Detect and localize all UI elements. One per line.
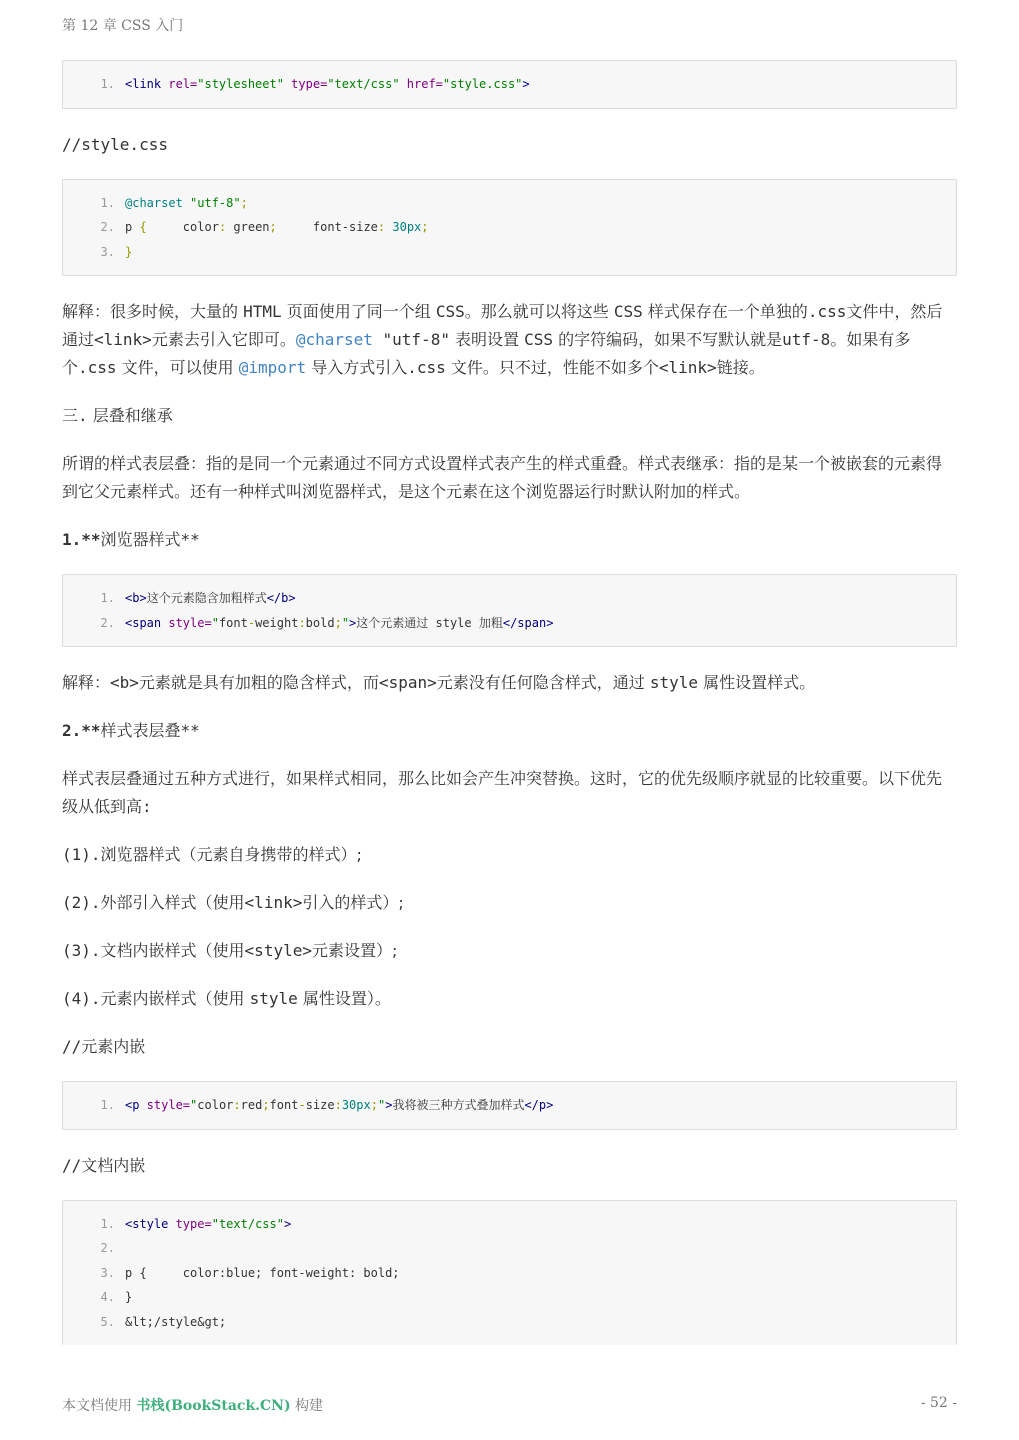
cascade-intro-paragraph (62, 765, 957, 821)
text-run: (2). (62, 893, 101, 912)
code-line (63, 1212, 956, 1237)
text-run: 2.** (62, 721, 101, 740)
code-token: font (269, 1098, 299, 1112)
text-run: <b> (110, 673, 139, 692)
text-run: 。那么就可以将这些 (464, 302, 614, 321)
priority-item (62, 985, 957, 1013)
code-line (63, 240, 956, 265)
text-run: 属性设置）。 (297, 989, 391, 1008)
code-line (63, 72, 956, 97)
line-number: 1. (100, 1098, 115, 1112)
text-run: 元素没有任何隐含样式，通过 (436, 673, 650, 692)
text-run: ** (180, 530, 200, 549)
section-heading-cascade-inheritance (62, 402, 957, 430)
text-run: 引入的样式）; (302, 893, 404, 912)
text-run: : (142, 797, 152, 816)
text-run: 样式表层叠通过五种方式进行，如果样式相同，那么比如会产生冲突替换。这时，它的优先级顺序就显的比较重要。以下优先级从低到高 (62, 769, 943, 816)
text-run: style (649, 673, 698, 692)
text-run: utf-8 (782, 330, 831, 349)
code-token: 我将被三种方式叠加样式 (392, 1098, 525, 1112)
code-token: <style (125, 1216, 169, 1231)
text-run: .css (407, 358, 446, 377)
code-line (63, 1285, 956, 1310)
text-run: @charset (295, 330, 373, 349)
code-token: } (125, 244, 133, 259)
text-run: 。如果有多个 (62, 330, 911, 377)
code-token: > (283, 1216, 292, 1231)
text-run: 文件中，然后通过 (62, 302, 943, 349)
comment-inline-style (62, 1033, 957, 1061)
text-run: 解释：很多时候，大量的 (62, 302, 244, 321)
text-run: (1). (62, 845, 101, 864)
code-line (63, 1310, 956, 1335)
line-number: 2. (100, 220, 115, 234)
code-token: </p> (524, 1098, 554, 1112)
heading-stylesheet-cascade (62, 717, 957, 745)
text-run: style (249, 989, 298, 1008)
code-token: > (522, 77, 530, 91)
text-run: <link> (244, 893, 303, 912)
text-run: 属性设置样式。 (698, 673, 816, 692)
code-token: <p (125, 1098, 140, 1112)
text-run: 元素就是具有加粗的隐含样式，而 (138, 673, 379, 692)
code-token: @charset (125, 195, 183, 210)
code-token: ; (262, 1098, 270, 1112)
footer-prefix: 本文档使用 (62, 1398, 137, 1414)
code-block-document-style (62, 1200, 957, 1346)
code-line (63, 1093, 956, 1118)
text-run: "utf-8" (372, 330, 450, 349)
code-token: ; (370, 1098, 378, 1112)
text-run: // (62, 1037, 82, 1056)
line-number: 1. (100, 591, 115, 605)
code-token: " (190, 1098, 198, 1112)
code-token: &lt;/style&gt; (125, 1314, 227, 1329)
code-token: " (377, 1098, 386, 1112)
code-token: : (334, 1098, 342, 1112)
text-run: 文档内嵌 (81, 1155, 146, 1175)
code-token: p (125, 220, 140, 234)
code-token: <span (125, 615, 162, 630)
code-token: 这个元素隐含加粗样式 (146, 591, 267, 605)
explanation-paragraph-2 (62, 669, 957, 697)
code-token: " (341, 615, 350, 630)
text-run: (3). (62, 941, 101, 960)
code-token: : (377, 220, 386, 234)
text-run: .css (78, 358, 117, 377)
priority-item (62, 841, 957, 869)
code-token: href= (399, 77, 443, 91)
text-run: 1.** (62, 530, 101, 549)
code-token: font (218, 615, 248, 630)
code-token: "text/css" (327, 77, 400, 91)
text-run: 元素内嵌样式（使用 (100, 989, 250, 1008)
text-run: (4). (62, 989, 101, 1008)
text-run: 浏览器样式（元素自身携带的样式）; (100, 845, 362, 864)
line-number: 1. (100, 195, 115, 210)
text-run: .css (807, 302, 847, 321)
line-number: 2. (100, 1241, 115, 1255)
text-run: <style> (244, 941, 312, 960)
code-token: color (146, 220, 219, 234)
code-token: 这个元素通过 style 加粗 (356, 615, 503, 630)
code-token: weight (255, 615, 299, 630)
code-token: bold (305, 615, 335, 630)
text-run: CSS (435, 302, 465, 321)
footer-suffix: 构建 (290, 1398, 324, 1414)
text-run: <link> (658, 358, 717, 377)
code-token: "stylesheet" (197, 77, 284, 91)
code-token: } (125, 1290, 133, 1304)
code-token: ; (269, 220, 277, 234)
code-token: > (385, 1098, 393, 1112)
text-run: 页面使用了同一个组 (281, 302, 436, 321)
code-block-browser-style (62, 574, 957, 647)
page-number: - 52 - (920, 1395, 957, 1411)
code-token: "utf-8" (182, 195, 241, 210)
code-token: "text/css" (211, 1216, 284, 1231)
text-run: 元素内嵌 (81, 1037, 146, 1056)
code-token: { (139, 220, 147, 234)
code-token: : (298, 615, 306, 630)
code-token: type= (283, 77, 328, 91)
code-token: - (247, 615, 256, 630)
line-number: 5. (100, 1314, 115, 1329)
text-run: HTML (243, 302, 282, 321)
line-number: 3. (100, 244, 115, 259)
text-run: 文件。只不过，性能不如多个 (445, 358, 659, 377)
text-run: 表明设置 (449, 330, 525, 349)
heading-browser-style (62, 526, 957, 554)
code-token: : (233, 1098, 241, 1112)
code-line (63, 215, 956, 240)
text-run: @import (238, 358, 307, 377)
text-run: 元素去引入它即可。 (151, 330, 296, 349)
code-block-inline-style (62, 1081, 957, 1130)
text-run: <link> (94, 330, 152, 349)
code-token: color (197, 1098, 234, 1112)
code-line (63, 586, 956, 611)
line-number: 2. (100, 615, 115, 630)
code-token: rel= (161, 77, 198, 91)
text-run: 三. (62, 406, 88, 425)
text-run: CSS (613, 302, 643, 321)
code-token: <link (125, 77, 162, 91)
code-token: style= (139, 1098, 191, 1112)
code-line (63, 191, 956, 216)
definition-paragraph: 所谓的样式表层叠：指的是同一个元素通过不同方式设置样式表产生的样式重叠。样式表继承：指的是某一个被嵌套的元素得到它父元素样式。还有一种样式叫浏览器样式，是这个元素在这个浏览器运行时默认附加的样式。 (62, 454, 943, 501)
code-line (63, 1261, 956, 1286)
text-run: 外部引入样式（使用 (100, 893, 245, 912)
line-number: 1. (100, 1216, 115, 1231)
footer-brand-link[interactable]: 书栈(BookStack.CN) (136, 1398, 291, 1414)
code-token: </span> (502, 615, 554, 630)
text-run: 样式保存在一个单独的 (642, 302, 808, 321)
code-token: type= (168, 1216, 212, 1231)
line-number: 1. (100, 77, 115, 91)
code-block-style-css (62, 179, 957, 277)
text-run: ** (180, 721, 200, 740)
code-token: 30px (341, 1098, 371, 1112)
code-token: size (305, 1098, 335, 1112)
priority-item (62, 889, 957, 917)
text-run: 解释： (62, 673, 111, 692)
text-run: 导入方式引入 (306, 358, 408, 377)
code-token: font-size (276, 220, 378, 234)
text-run: 样式表层叠 (100, 721, 181, 740)
code-token: <b> (125, 591, 147, 605)
text-run: 的字符编码，如果不写默认就是 (553, 330, 783, 349)
code-token: green (226, 220, 270, 234)
code-token: </b> (266, 591, 296, 605)
code-token: ; (421, 220, 429, 234)
code-token: red (240, 1098, 263, 1112)
code-token: ; (334, 615, 342, 630)
code-token: 30px (385, 220, 422, 234)
code-token: : (218, 220, 227, 234)
text-run: 链接。 (716, 358, 765, 377)
document-body (62, 60, 957, 1345)
text-run: // (62, 1155, 82, 1175)
code-token: "style.css" (442, 77, 523, 91)
text-run: CSS (524, 330, 554, 349)
code-line (63, 611, 956, 636)
text-run: 浏览器样式 (100, 530, 181, 549)
code-block-link (62, 60, 957, 109)
text-run: 元素设置）; (311, 941, 398, 960)
text-run: <span> (378, 673, 437, 692)
page-footer (62, 1395, 957, 1415)
explanation-paragraph-1 (62, 298, 957, 382)
line-number: 4. (100, 1290, 115, 1304)
line-number: 3. (100, 1265, 115, 1280)
code-token: > (349, 615, 357, 630)
code-token: ; (240, 195, 248, 210)
comment-style-css: //style.css (62, 134, 168, 154)
code-token: style= (161, 615, 212, 630)
text-run: 文档内嵌样式（使用 (100, 941, 245, 960)
chapter-header: 第 12 章 CSS 入门 (62, 18, 184, 34)
code-token: " (211, 615, 219, 630)
text-run: 层叠和继承 (87, 406, 173, 425)
comment-document-style (62, 1152, 957, 1180)
text-run: 文件，可以使用 (116, 358, 239, 377)
code-token: p { color:blue; font-weight: bold; (125, 1265, 400, 1280)
code-token: - (298, 1098, 306, 1112)
code-line (63, 1236, 956, 1261)
priority-item (62, 937, 957, 965)
